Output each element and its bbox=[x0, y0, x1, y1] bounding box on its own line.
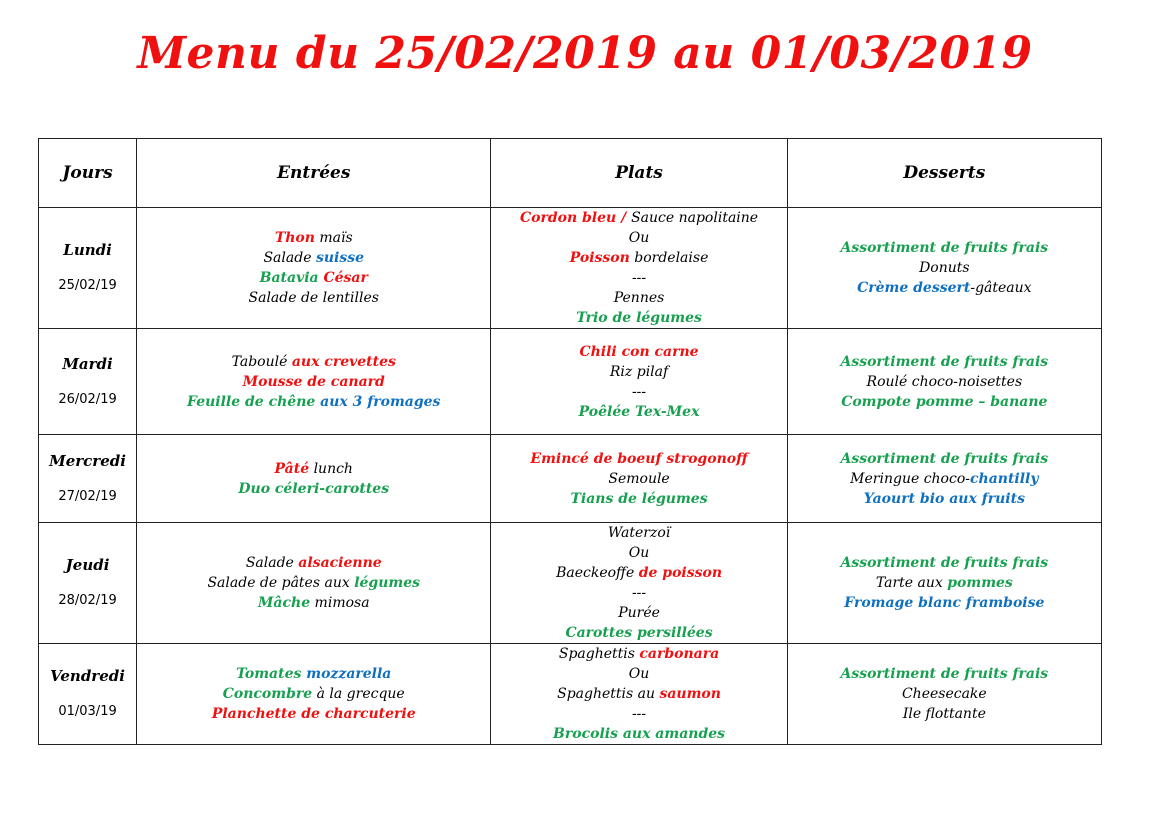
plats-cell bbox=[491, 208, 787, 329]
desserts-cell bbox=[787, 644, 1101, 745]
menu-text: Tians de légumes bbox=[570, 490, 708, 507]
menu-line bbox=[491, 228, 786, 248]
menu-text: Sauce napolitaine bbox=[631, 210, 759, 226]
menu-text: à la grecque bbox=[312, 686, 405, 702]
menu-text: Mousse de canard bbox=[242, 373, 385, 390]
entrees-cell bbox=[137, 329, 491, 435]
menu-text: suisse bbox=[315, 250, 364, 266]
menu-text: Chili con carne bbox=[579, 343, 699, 360]
plats-cell bbox=[491, 523, 787, 644]
menu-line bbox=[491, 362, 786, 382]
menu-text: Pennes bbox=[613, 290, 665, 306]
menu-text: Assortiment de fruits frais bbox=[840, 353, 1049, 370]
desserts-cell bbox=[787, 435, 1101, 523]
day-date: 01/03/19 bbox=[58, 704, 117, 719]
menu-line bbox=[491, 268, 786, 288]
menu-text: carbonara bbox=[639, 646, 720, 662]
menu-line bbox=[788, 392, 1101, 412]
menu-text: Roulé choco-noisettes bbox=[866, 373, 1023, 390]
menu-text: de poisson bbox=[638, 565, 722, 581]
menu-text: maïs bbox=[314, 230, 353, 246]
menu-text: légumes bbox=[354, 575, 420, 591]
day-name: Jeudi bbox=[65, 556, 110, 574]
day-cell bbox=[39, 435, 137, 523]
menu-text: Riz pilaf bbox=[609, 363, 669, 380]
entrees-cell bbox=[137, 208, 491, 329]
plats-cell bbox=[491, 644, 787, 745]
menu-text: Spaghettis bbox=[558, 646, 640, 662]
menu-text: Assortiment de fruits frais bbox=[840, 450, 1049, 467]
header-plats: Plats bbox=[491, 139, 787, 208]
menu-line bbox=[137, 288, 490, 308]
menu-line bbox=[788, 489, 1101, 509]
menu-text: -gâteaux bbox=[970, 280, 1032, 296]
menu-line bbox=[491, 208, 786, 228]
menu-text: Semoule bbox=[608, 470, 670, 487]
menu-text: Spaghettis au bbox=[557, 686, 660, 702]
menu-line bbox=[491, 664, 786, 684]
menu-line bbox=[491, 449, 786, 469]
menu-line bbox=[491, 402, 786, 422]
menu-text: Poêlée Tex-Mex bbox=[578, 403, 700, 420]
menu-line bbox=[788, 553, 1101, 573]
menu-line bbox=[137, 704, 490, 724]
menu-line bbox=[491, 308, 786, 328]
menu-text: Ou bbox=[628, 666, 650, 682]
menu-line bbox=[137, 352, 490, 372]
menu-text: Yaourt bio aux fruits bbox=[863, 490, 1025, 507]
menu-text: chantilly bbox=[969, 470, 1039, 487]
menu-text: Waterzoï bbox=[607, 525, 671, 541]
menu-table bbox=[38, 138, 1102, 745]
menu-line bbox=[491, 603, 786, 623]
menu-text: Mâche bbox=[257, 595, 311, 611]
menu-line bbox=[788, 258, 1101, 278]
menu-text: Salade de pâtes aux bbox=[207, 575, 355, 591]
day-date: 28/02/19 bbox=[58, 593, 117, 608]
menu-text: Salade de lentilles bbox=[248, 290, 379, 306]
menu-line bbox=[788, 469, 1101, 489]
day-row bbox=[39, 523, 1102, 644]
menu-text: Assortiment de fruits frais bbox=[840, 555, 1049, 571]
menu-line bbox=[137, 228, 490, 248]
menu-line bbox=[491, 704, 786, 724]
menu-line bbox=[137, 593, 490, 613]
menu-line bbox=[137, 573, 490, 593]
menu-line bbox=[491, 523, 786, 543]
menu-title: Menu du 25/02/2019 au 01/03/2019 bbox=[137, 28, 1033, 79]
menu-text: saumon bbox=[659, 686, 721, 702]
day-cell bbox=[39, 523, 137, 644]
menu-line bbox=[491, 724, 786, 744]
menu-text: Ou bbox=[628, 545, 650, 561]
menu-line bbox=[491, 563, 786, 583]
menu-text: Baeckeoffe bbox=[556, 565, 639, 581]
day-row bbox=[39, 329, 1102, 435]
menu-line bbox=[491, 342, 786, 362]
menu-line bbox=[491, 469, 786, 489]
menu-text: Compote pomme – banane bbox=[841, 393, 1048, 410]
header-desserts: Desserts bbox=[787, 139, 1101, 208]
day-cell bbox=[39, 208, 137, 329]
menu-line bbox=[491, 288, 786, 308]
menu-text: Duo céleri-carottes bbox=[238, 480, 390, 497]
menu-text: pommes bbox=[947, 575, 1013, 591]
menu-line bbox=[788, 684, 1101, 704]
entrees-cell bbox=[137, 523, 491, 644]
menu-line bbox=[137, 553, 490, 573]
menu-text: Poisson bbox=[569, 250, 630, 266]
menu-text: Cheesecake bbox=[901, 686, 987, 702]
header-jours: Jours bbox=[39, 139, 137, 208]
menu-text: --- bbox=[631, 270, 647, 286]
menu-line bbox=[137, 248, 490, 268]
day-cell bbox=[39, 329, 137, 435]
desserts-cell bbox=[787, 523, 1101, 644]
menu-text: aux 3 fromages bbox=[320, 393, 441, 410]
menu-text: Feuille de chêne bbox=[187, 393, 321, 410]
menu-line bbox=[788, 238, 1101, 258]
day-name: Mercredi bbox=[49, 451, 126, 470]
menu-line bbox=[491, 644, 786, 664]
menu-line bbox=[788, 593, 1101, 613]
day-date: 27/02/19 bbox=[58, 488, 117, 504]
menu-line bbox=[788, 573, 1101, 593]
day-cell bbox=[39, 644, 137, 745]
menu-line bbox=[137, 684, 490, 704]
desserts-cell bbox=[787, 208, 1101, 329]
menu-line bbox=[491, 623, 786, 643]
desserts-cell bbox=[787, 329, 1101, 435]
menu-line bbox=[788, 372, 1101, 392]
menu-text: César bbox=[323, 270, 368, 286]
menu-line bbox=[491, 543, 786, 563]
menu-text: Donuts bbox=[919, 260, 970, 276]
menu-text: Trio de légumes bbox=[576, 310, 702, 326]
menu-text: Tarte aux bbox=[875, 575, 948, 591]
menu-line bbox=[491, 583, 786, 603]
menu-text: Ou bbox=[628, 230, 650, 246]
menu-line bbox=[788, 449, 1101, 469]
menu-text: Cordon bleu / bbox=[519, 210, 632, 226]
menu-text: mozzarella bbox=[306, 666, 392, 682]
plats-cell bbox=[491, 435, 787, 523]
menu-text: Batavia bbox=[259, 270, 324, 286]
menu-line bbox=[491, 382, 786, 402]
menu-line bbox=[491, 489, 786, 509]
menu-line bbox=[137, 664, 490, 684]
menu-line bbox=[137, 479, 490, 499]
menu-text: --- bbox=[631, 383, 647, 400]
menu-text: Thon bbox=[274, 230, 315, 246]
day-row bbox=[39, 208, 1102, 329]
menu-text: lunch bbox=[309, 460, 353, 477]
menu-text: --- bbox=[631, 706, 647, 722]
menu-text: Brocolis aux amandes bbox=[553, 726, 726, 742]
menu-text: Concombre bbox=[222, 686, 313, 702]
menu-text: Meringue choco- bbox=[850, 470, 970, 487]
menu-line bbox=[788, 278, 1101, 298]
day-row bbox=[39, 644, 1102, 745]
day-name: Lundi bbox=[63, 241, 112, 259]
menu-line bbox=[137, 392, 490, 412]
plats-cell bbox=[491, 329, 787, 435]
menu-text: --- bbox=[631, 585, 647, 601]
menu-text: Salade bbox=[245, 555, 299, 571]
menu-text: Salade bbox=[263, 250, 316, 266]
menu-text: Pâté bbox=[274, 460, 310, 477]
day-name: Vendredi bbox=[50, 667, 125, 685]
menu-body bbox=[39, 208, 1102, 745]
entrees-cell bbox=[137, 644, 491, 745]
header-row bbox=[39, 139, 1102, 208]
menu-text: Taboulé bbox=[231, 353, 292, 370]
menu-text: Fromage blanc framboise bbox=[844, 595, 1045, 611]
menu-text: bordelaise bbox=[629, 250, 709, 266]
menu-text: Ile flottante bbox=[902, 706, 986, 722]
menu-text: Tomates bbox=[236, 666, 307, 682]
menu-line bbox=[788, 352, 1101, 372]
menu-text: aux crevettes bbox=[291, 353, 396, 370]
menu-line bbox=[788, 704, 1101, 724]
entrees-cell bbox=[137, 435, 491, 523]
header-entrees: Entrées bbox=[137, 139, 491, 208]
day-row bbox=[39, 435, 1102, 523]
menu-text: Assortiment de fruits frais bbox=[840, 240, 1049, 256]
day-date: 26/02/19 bbox=[58, 391, 117, 407]
menu-text: Emincé de boeuf strogonoff bbox=[530, 450, 748, 467]
menu-line bbox=[137, 372, 490, 392]
menu-line bbox=[788, 664, 1101, 684]
menu-text: Assortiment de fruits frais bbox=[840, 666, 1049, 682]
menu-text: mimosa bbox=[310, 595, 370, 611]
menu-text: alsacienne bbox=[298, 555, 382, 571]
day-date: 25/02/19 bbox=[58, 278, 117, 293]
menu-text: Carottes persillées bbox=[565, 625, 713, 641]
menu-text: Planchette de charcuterie bbox=[211, 706, 416, 722]
menu-line bbox=[137, 459, 490, 479]
menu-line bbox=[137, 268, 490, 288]
day-name: Mardi bbox=[62, 354, 113, 373]
menu-line bbox=[491, 248, 786, 268]
menu-text: Crème dessert bbox=[857, 280, 971, 296]
menu-line bbox=[491, 684, 786, 704]
menu-text: Purée bbox=[618, 605, 660, 621]
